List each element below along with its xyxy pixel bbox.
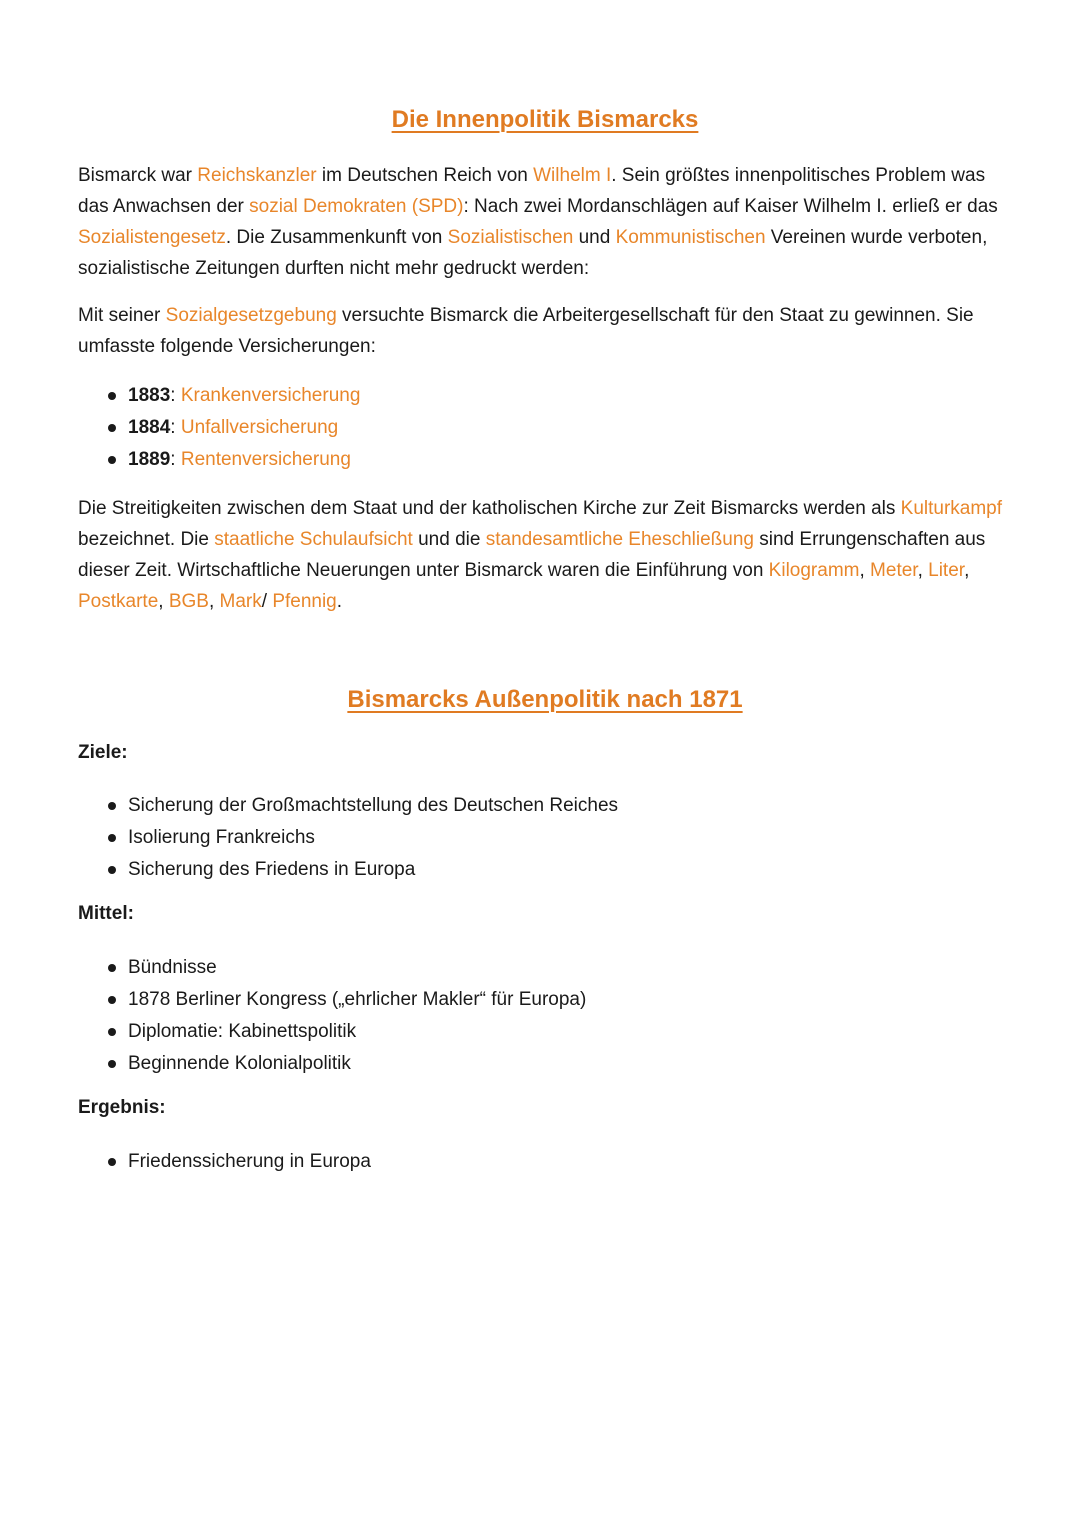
term-sozialistischen: Sozialistischen — [447, 227, 574, 248]
term-eheschliessung: standesamtliche Eheschließung — [485, 529, 754, 550]
list-item: Isolierung Frankreichs — [78, 822, 1002, 854]
list-item: Diplomatie: Kabinettspolitik — [78, 1016, 1002, 1048]
term-schulaufsicht: staatliche Schulaufsicht — [214, 529, 413, 550]
list-item: 1884: Unfallversicherung — [78, 412, 1002, 444]
paragraph-kulturkampf: Die Streitigkeiten zwischen dem Staat und der katholischen Kirche zur Zeit Bismarcks werden als Kulturkampf bezeichnet. Die staatliche Schulaufsicht und die standesamtliche Eheschließung sind Errungenschaften aus dieser Zeit. Wirtschaftliche Neuerungen unter Bismarck waren die Einführung von Kilogramm, Meter, Liter, Postkarte, BGB, Mark/ Pfennig. — [78, 498, 1003, 612]
intro-paragraph-block — [78, 160, 1002, 284]
list-item: Sicherung der Großmachtstellung des Deutschen Reiches — [78, 790, 1002, 822]
means-list — [78, 952, 1002, 1080]
kulturkampf-block — [78, 493, 1002, 617]
term-reichskanzler: Reichskanzler — [197, 165, 317, 186]
goals-list — [78, 790, 1002, 886]
sozialgesetzgebung-block — [78, 300, 1002, 362]
list-item: Beginnende Kolonialpolitik — [78, 1048, 1002, 1080]
list-item: Bündnisse — [78, 952, 1002, 984]
list-item: 1878 Berliner Kongress („ehrlicher Makler“ für Europa) — [78, 984, 1002, 1016]
goals-label: Ziele: — [78, 742, 128, 763]
list-item: 1889: Rentenversicherung — [78, 444, 1002, 476]
list-item: Sicherung des Friedens in Europa — [78, 854, 1002, 886]
aussenpolitik-title: Bismarcks Außenpolitik nach 1871 — [347, 686, 743, 713]
term-wilhelm: Wilhelm I — [533, 165, 612, 186]
term-spd: sozial Demokraten (SPD) — [249, 196, 464, 217]
insurance-list — [78, 380, 1002, 476]
innenpolitik-title: Die Innenpolitik Bismarcks — [391, 106, 699, 133]
means-label: Mittel: — [78, 903, 134, 924]
paragraph-reichskanzler: Bismarck war Reichskanzler im Deutschen Reich von Wilhelm I. Sein größtes innenpolitisches Problem was das Anwachsen der sozial Demokraten (SPD): Nach zwei Mordanschlägen auf Kaiser Wilhelm I. erließ er das Sozialistengesetz. Die Zusammenkunft von Sozialistischen und Kommunistischen Vereinen wurde verboten, sozialistische Zeitungen durften nicht mehr gedruckt werden: — [78, 165, 998, 279]
term-sozialistengesetz: Sozialistengesetz — [78, 227, 226, 248]
results-list — [78, 1146, 1002, 1178]
term-sozialgesetzgebung: Sozialgesetzgebung — [165, 305, 337, 326]
paragraph-sozialgesetzgebung: Mit seiner Sozialgesetzgebung versuchte Bismarck die Arbeitergesellschaft für den Staat zu gewinnen. Sie umfasste folgende Versicherungen: — [78, 305, 974, 357]
result-label: Ergebnis: — [78, 1097, 166, 1118]
list-item: Friedenssicherung in Europa — [78, 1146, 1002, 1178]
term-kommunistischen: Kommunistischen — [615, 227, 766, 248]
list-item: 1883: Krankenversicherung — [78, 380, 1002, 412]
term-kulturkampf: Kulturkampf — [900, 498, 1003, 519]
